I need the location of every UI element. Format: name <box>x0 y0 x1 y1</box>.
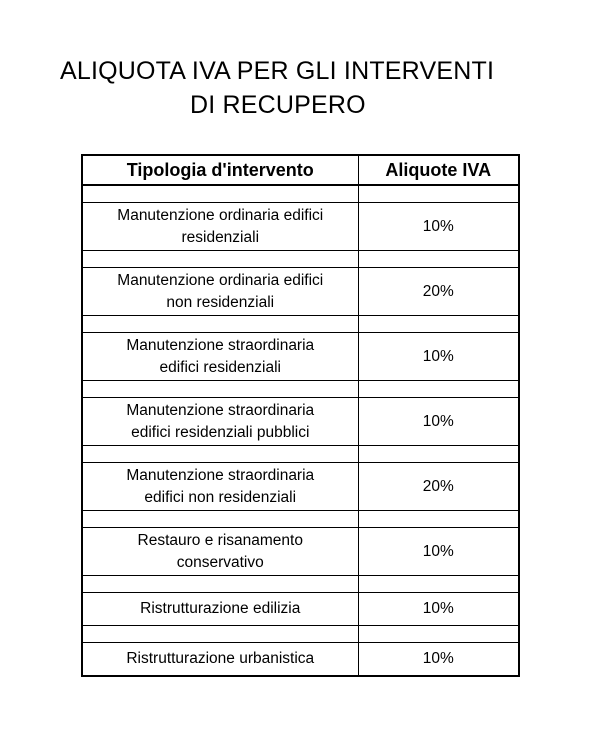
aliquota-cell: 20% <box>358 463 519 511</box>
header-tipologia: Tipologia d'intervento <box>82 155 358 185</box>
table-spacer-row <box>82 626 519 643</box>
vat-rates-table <box>81 154 520 677</box>
table-row <box>82 593 519 626</box>
table-row <box>82 333 519 381</box>
tipologia-cell: Manutenzione straordinaria edifici non residenziali <box>82 463 358 511</box>
table-row <box>82 643 519 677</box>
page-title-line-1: ALIQUOTA IVA PER GLI INTERVENTI <box>60 57 495 85</box>
table-spacer-row <box>82 446 519 463</box>
aliquota-cell: 10% <box>358 333 519 381</box>
page-title-line-2: DI RECUPERO <box>190 91 366 119</box>
table-header-row <box>82 155 519 185</box>
tipologia-cell: Ristrutturazione urbanistica <box>82 643 358 677</box>
table-row <box>82 528 519 576</box>
table-row <box>82 203 519 251</box>
table-row <box>82 463 519 511</box>
tipologia-cell: Manutenzione ordinaria edifici non residenziali <box>82 268 358 316</box>
aliquota-cell: 10% <box>358 398 519 446</box>
tipologia-cell: Manutenzione straordinaria edifici residenziali <box>82 333 358 381</box>
tipologia-cell: Ristrutturazione edilizia <box>82 593 358 626</box>
table-row <box>82 268 519 316</box>
table-spacer-row <box>82 576 519 593</box>
table-spacer-row <box>82 185 519 203</box>
table-spacer-row <box>82 316 519 333</box>
aliquota-cell: 10% <box>358 593 519 626</box>
tipologia-cell: Restauro e risanamento conservativo <box>82 528 358 576</box>
header-aliquote: Aliquote IVA <box>358 155 519 185</box>
aliquota-cell: 10% <box>358 203 519 251</box>
table-spacer-row <box>82 511 519 528</box>
table-row <box>82 398 519 446</box>
aliquota-cell: 10% <box>358 528 519 576</box>
tipologia-cell: Manutenzione ordinaria edifici residenziali <box>82 203 358 251</box>
aliquota-cell: 10% <box>358 643 519 677</box>
table-spacer-row <box>82 381 519 398</box>
tipologia-cell: Manutenzione straordinaria edifici residenziali pubblici <box>82 398 358 446</box>
aliquota-cell: 20% <box>358 268 519 316</box>
table-spacer-row <box>82 251 519 268</box>
